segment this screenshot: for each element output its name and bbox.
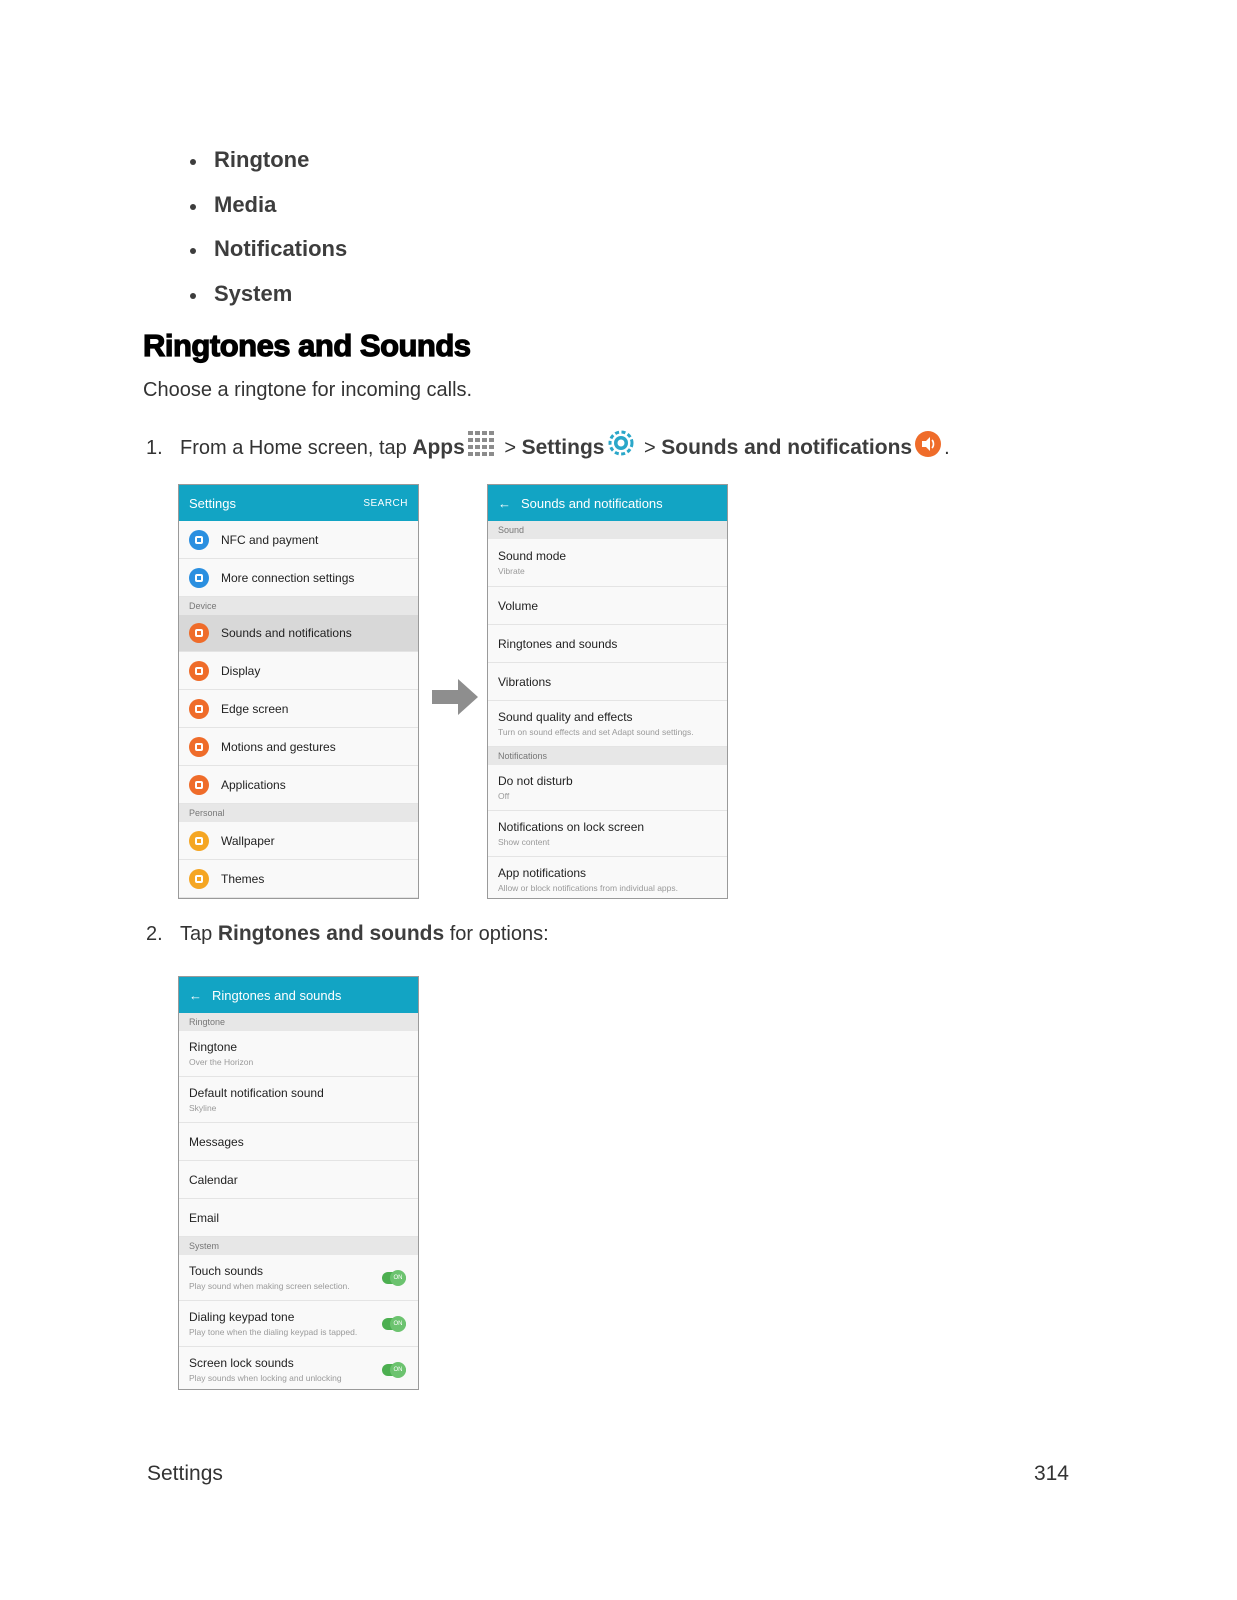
themes-icon: [189, 869, 209, 889]
default-notification-sound-item[interactable]: Default notification sound Skyline: [179, 1077, 418, 1123]
step-1: 1. From a Home screen, tap Apps > Settings > Sounds and notifications .: [146, 428, 950, 464]
apps-grid-icon: [467, 430, 497, 464]
section-header-system: System: [179, 1237, 418, 1255]
settings-item-more-connection[interactable]: More connection settings: [179, 559, 418, 597]
lock-screen-notifications-item[interactable]: Notifications on lock screen Show content: [488, 811, 727, 857]
volume-item[interactable]: Volume: [488, 587, 727, 625]
messages-item[interactable]: Messages: [179, 1123, 418, 1161]
email-item[interactable]: Email: [179, 1199, 418, 1237]
bullet-icon: [190, 293, 196, 299]
settings-gear-icon: [606, 428, 636, 464]
sounds-notifications-screenshot: [487, 484, 728, 899]
section-header-ringtone: Ringtone: [179, 1013, 418, 1031]
section-header-notifications: Notifications: [488, 747, 727, 765]
sounds-topbar: ← Sounds and notifications: [488, 485, 727, 521]
calendar-item[interactable]: Calendar: [179, 1161, 418, 1199]
sound-quality-item[interactable]: Sound quality and effects Turn on sound effects and set Adapt sound settings.: [488, 701, 727, 747]
applications-icon: [189, 775, 209, 795]
settings-item-nfc[interactable]: NFC and payment: [179, 521, 418, 559]
intro-text: Choose a ringtone for incoming calls.: [143, 379, 473, 401]
screen-lock-sounds-toggle[interactable]: [382, 1364, 406, 1376]
sounds-speaker-icon: [914, 430, 942, 464]
settings-item-sounds[interactable]: Sounds and notifications: [179, 615, 418, 652]
screen-lock-sounds-item[interactable]: Screen lock sounds Play sounds when locking and unlocking ON: [179, 1347, 418, 1390]
nfc-icon: [189, 530, 209, 550]
list-item: Media: [190, 183, 347, 228]
wallpaper-icon: [189, 831, 209, 851]
settings-item-edge-screen[interactable]: Edge screen: [179, 690, 418, 728]
connection-icon: [189, 568, 209, 588]
footer-section-name: Settings: [147, 1462, 223, 1485]
touch-sounds-item[interactable]: Touch sounds Play sound when making screen selection. ON: [179, 1255, 418, 1301]
vibrations-item[interactable]: Vibrations: [488, 663, 727, 701]
section-header-sound: Sound: [488, 521, 727, 539]
ringtone-item[interactable]: Ringtone Over the Horizon: [179, 1031, 418, 1077]
section-header-personal: Personal: [179, 804, 418, 822]
section-heading: Ringtones and Sounds: [143, 328, 471, 363]
step-2: 2. Tap Ringtones and sounds for options:: [146, 922, 549, 945]
bullet-list: [190, 138, 347, 316]
section-header-device: Device: [179, 597, 418, 615]
settings-item-themes[interactable]: Themes: [179, 860, 418, 898]
sound-mode-item[interactable]: Sound mode Vibrate: [488, 539, 727, 587]
list-item: System: [190, 272, 347, 317]
dialing-keypad-toggle[interactable]: [382, 1318, 406, 1330]
ringtones-screenshot: [178, 976, 419, 1390]
touch-sounds-toggle[interactable]: [382, 1272, 406, 1284]
ringtones-and-sounds-item[interactable]: Ringtones and sounds: [488, 625, 727, 663]
list-item: Ringtone: [190, 138, 347, 183]
settings-screenshot: [178, 484, 419, 899]
page-number: 314: [1033, 1462, 1069, 1485]
settings-item-motions[interactable]: Motions and gestures: [179, 728, 418, 766]
back-arrow-icon[interactable]: ←: [498, 495, 511, 511]
app-notifications-item[interactable]: App notifications Allow or block notifications from individual apps.: [488, 857, 727, 899]
motions-icon: [189, 737, 209, 757]
dialing-keypad-tone-item[interactable]: Dialing keypad tone Play tone when the dialing keypad is tapped. ON: [179, 1301, 418, 1347]
bullet-icon: [190, 248, 196, 254]
bullet-icon: [190, 159, 196, 165]
arrow-right-icon: [430, 676, 480, 723]
search-button[interactable]: SEARCH: [363, 497, 408, 509]
settings-item-applications[interactable]: Applications: [179, 766, 418, 804]
settings-topbar: Settings SEARCH: [179, 485, 418, 521]
settings-item-wallpaper[interactable]: Wallpaper: [179, 822, 418, 860]
edge-screen-icon: [189, 699, 209, 719]
display-icon: [189, 661, 209, 681]
ringtones-topbar: ← Ringtones and sounds: [179, 977, 418, 1013]
speaker-icon: [189, 623, 209, 643]
list-item: Notifications: [190, 227, 347, 272]
back-arrow-icon[interactable]: ←: [189, 987, 202, 1003]
bullet-icon: [190, 204, 196, 210]
settings-item-display[interactable]: Display: [179, 652, 418, 690]
do-not-disturb-item[interactable]: Do not disturb Off: [488, 765, 727, 811]
